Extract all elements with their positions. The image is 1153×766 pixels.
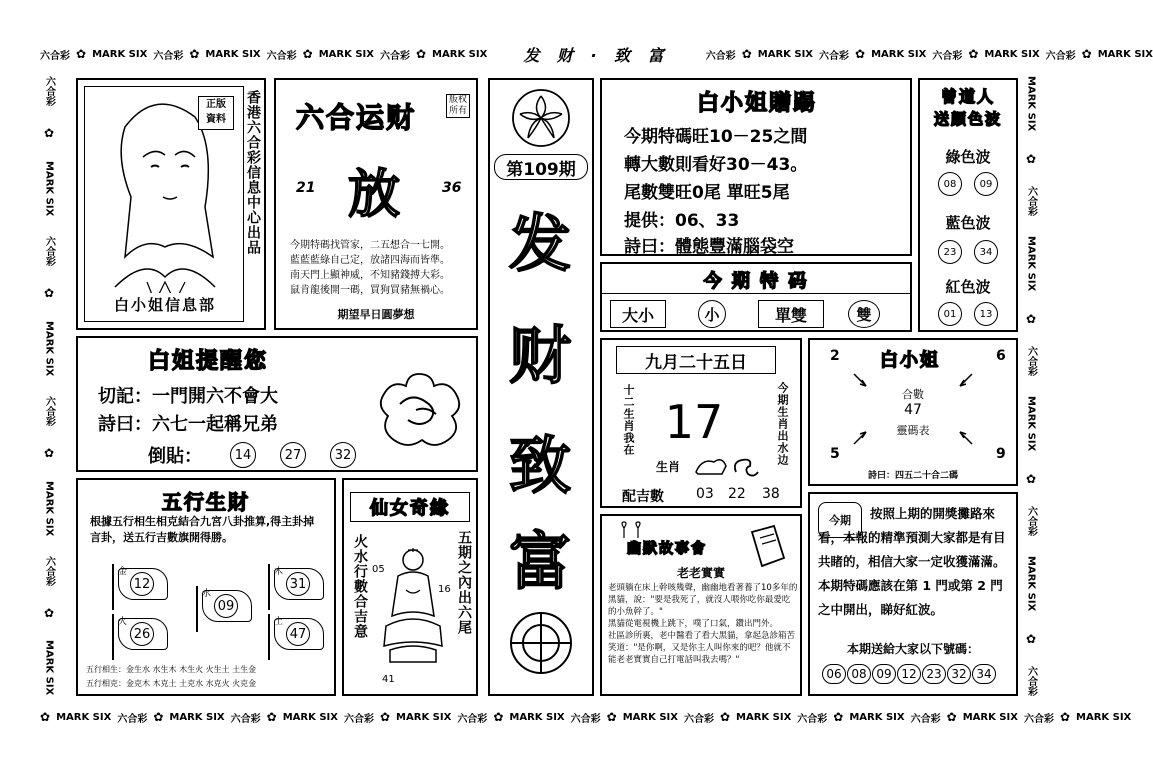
brand-cn: 六合彩 [570,713,601,725]
flag-number: 26 [130,622,154,646]
fairy-num: 05 [372,564,385,575]
brand-en: MARK SIX [1025,76,1037,132]
zodiac-label: 生肖 [656,460,681,474]
five-elements-panel [76,478,336,696]
flower-icon: ✿ [43,126,55,141]
reminder-panel [76,336,478,472]
right-brand-strip [1020,66,1042,706]
dragon-flower-icon [372,370,466,450]
brand-cn: 六合彩 [1045,50,1076,62]
bai-corner: 5 [830,446,840,462]
story-subtitle: 老老實實 [676,566,725,580]
flower-icon: ✿ [40,710,51,724]
bottom-brand-strip [40,706,1132,728]
white-lady-line: 詩曰：體態豐滿腦袋空 [624,237,794,257]
photo-panel [76,78,266,330]
brand-en: MARK SIX [432,48,488,60]
brand-cn: 六合彩 [457,713,488,725]
flag-item [268,614,328,660]
bai-poem: 詩曰：四五二十合二碼 [867,471,958,481]
color-wave-panel [918,78,1018,332]
green-num: 08 [938,172,962,196]
info-center-vertical: 香港六合彩信息中心出品 [245,90,261,255]
fortune-footer: 期望早日圓夢想 [337,308,415,321]
brand-en: MARK SIX [56,711,112,723]
brand-en: MARK SIX [1025,396,1037,452]
middle-column [488,78,594,696]
back-number: 14 [230,442,256,468]
fairy-title: 仙女奇緣 [350,492,470,522]
brand-en: MARK SIX [318,48,374,60]
green-wave-label: 綠色波 [945,148,991,166]
result-badge: 今期 [818,502,862,538]
flower-icon: ✿ [153,710,164,724]
brand-en: MARK SIX [43,160,55,216]
brand-cn: 六合彩 [266,50,297,62]
poem-line: 藍藍藍綠自己定，放諸四海而皆準。 [290,255,450,266]
send-number: 09 [872,664,896,684]
brand-cn: 六合彩 [1025,345,1037,376]
goddess-icon [378,546,448,666]
flower-icon: ✿ [946,710,957,724]
match-number: 38 [762,486,780,502]
brand-cn: 六合彩 [910,713,941,725]
bai-sub3: 靈碼表 [896,424,930,437]
header-center-title: 发 财 · 致 富 [523,45,670,65]
fortune-panel [274,78,478,330]
match-label: 配吉數 [622,489,664,505]
big-char-fa: 发 [508,206,573,280]
brand-en: MARK SIX [43,320,55,376]
brand-en: MARK SIX [43,640,55,696]
flower-icon: ✿ [43,446,55,461]
white-lady-line: 轉大數則看好30－43。 [624,155,808,175]
brand-en: MARK SIX [92,48,148,60]
flower-icon: ✿ [968,47,979,61]
bai-sub1: 合數 [902,388,924,401]
flower-icon: ✿ [493,710,504,724]
bai-corner: 6 [996,348,1006,364]
flag-tag: 金 [118,567,128,577]
flower-icon: ✿ [266,710,277,724]
send-number: 06 [822,664,846,684]
flag-number: 31 [286,572,310,596]
brand-cn: 六合彩 [153,50,184,62]
flag-item [268,564,328,610]
brand-en: MARK SIX [622,711,678,723]
brand-en: MARK SIX [962,711,1018,723]
gen-line: 五行相生：金生水 水生木 木生火 火生土 土生金 [86,665,257,674]
send-number: 32 [947,664,971,684]
brand-cn: 六合彩 [379,50,410,62]
bai-corner: 9 [996,446,1006,462]
brand-en: MARK SIX [509,711,565,723]
brand-en: MARK SIX [1097,48,1153,60]
brand-en: MARK SIX [871,48,927,60]
white-lady-line: 提供：06、33 [624,211,740,231]
fortune-poem [290,238,470,298]
send-number: 08 [847,664,871,684]
brand-cn: 六合彩 [1025,505,1037,536]
brand-cn: 六合彩 [343,713,374,725]
fortune-num-right: 36 [442,180,462,196]
red-num: 13 [974,302,998,326]
big-char-zhi: 致 [508,428,573,502]
brand-cn: 六合彩 [1023,713,1054,725]
brand-en: MARK SIX [1025,556,1037,612]
brand-cn: 六合彩 [117,713,148,725]
flower-icon: ✿ [1025,631,1037,646]
match-number: 03 [696,486,714,502]
zodiac-left-vertical: 十二生肖我在 [622,384,635,456]
flower-icon: ✿ [43,286,55,301]
official-badge [198,96,234,130]
flag-number: 47 [286,622,310,646]
brand-en: MARK SIX [757,48,814,60]
back-number: 27 [280,442,306,468]
brand-en: MARK SIX [736,711,792,723]
clash-line: 五行相克：金克木 木克土 土克水 水克火 火克金 [86,679,257,688]
send-number: 12 [897,664,921,684]
flower-icon: ✿ [1059,710,1071,724]
blue-num: 34 [974,240,998,264]
flag-item [112,614,172,660]
big-char-fu: 富 [508,524,573,598]
fairy-num: 41 [382,674,395,685]
brand-en: MARK SIX [205,48,261,60]
story-paragraph: 老頭躺在床上幹咳幾聲，幽幽地看著養了10多年的黑貓，說："要是我死了，就沒人喂你吃你最愛吃的小魚幹了。" [608,583,798,617]
send-label: 本期送給大家以下號碼： [846,642,979,656]
date-label: 九月二十五日 [616,346,776,374]
parity-label: 單雙 [758,300,824,328]
brand-cn: 六合彩 [932,50,963,62]
story-panel [600,514,802,696]
poem-line: 鼠肯龍後開一碼，買狗買豬無禍心。 [290,285,450,296]
brand-en: MARK SIX [984,48,1040,60]
poem-line: 南天門上顯神威，不知豬錢搏大彩。 [290,270,450,281]
special-code-title: 今 期 特 码 [602,266,910,294]
red-wave-label: 紅色波 [945,278,991,296]
reminder-line1: 切記：一門開六不會大 [98,386,278,407]
top-brand-strip [40,42,1153,66]
flag-number: 12 [130,572,154,596]
poem-line: 今期特碼找管家，二五想合一七開。 [290,240,450,251]
size-label: 大小 [610,300,666,328]
brand-cn: 六合彩 [683,713,714,725]
send-numbers [822,664,1010,684]
bai-title: 白小姐 [880,350,940,371]
fairy-num: 16 [438,584,451,595]
flower-icon: ✿ [302,47,313,61]
match-number: 22 [728,486,746,502]
fortune-num-left: 21 [296,180,316,196]
brand-cn: 六合彩 [43,556,55,587]
story-body [608,582,798,666]
fairy-right-vertical: 五期之內出六尾 [456,530,472,635]
brand-en: MARK SIX [849,711,905,723]
mark-six-logo-icon [506,608,576,678]
flower-icon: ✿ [76,47,87,61]
arrows-icon [810,354,1016,464]
book-icon [748,524,788,568]
flag-number: 09 [214,594,238,618]
copyright-stamp: 版权所有 [446,94,470,118]
zodiac-right-vertical: 今期生肖出水边 [776,382,789,466]
brand-cn: 六合彩 [797,713,828,725]
flower-icon: ✿ [741,47,752,61]
flag-tag: 木 [274,567,284,577]
brand-cn: 六合彩 [705,50,736,62]
brand-cn: 六合彩 [40,50,70,62]
flower-icon: ✿ [1025,151,1037,166]
back-number: 32 [330,442,356,468]
left-brand-strip [38,66,60,706]
big-number: 17 [664,395,724,449]
white-lady-panel [600,78,912,256]
flower-icon: ✿ [833,710,844,724]
brand-en: MARK SIX [282,711,338,723]
story-paragraph: 社區診所裏，老中醫看了看大黑貓，拿起急診箱苦笑道："是你啊，又是你主人叫你來的吧？他就不能老老實實自己打電話叫我去嗎？" [608,631,796,665]
color-wave-title1: 曾道人 [940,87,995,106]
flower-icon: ✿ [855,47,866,61]
flag-tag: 土 [274,617,284,627]
back-label: 倒貼： [148,446,202,467]
flower-icon: ✿ [1025,311,1037,326]
brand-en: MARK SIX [396,711,452,723]
result-panel [808,492,1018,696]
five-elements-title: 五行生財 [162,490,250,514]
flower-icon: ✿ [415,47,427,61]
fortune-title: 六合运财 [296,101,417,134]
issue-number: 第109期 [494,154,588,180]
fairy-panel [342,478,478,696]
story-title: 幽默故事會 [627,541,707,557]
tiger-snake-icon [692,452,762,480]
reminder-line2: 詩曰：六七一起稱兄弟 [98,414,278,435]
story-paragraph: 黑貓從電視機上跳下，噗了口氣，鑽出門外。 [608,619,779,629]
bai-corner: 2 [830,348,840,364]
flower-icon: ✿ [1081,47,1092,61]
send-number: 23 [922,664,946,684]
brand-cn: 六合彩 [230,713,261,725]
blue-num: 23 [938,240,962,264]
date-panel [600,338,802,508]
big-char-cai: 财 [508,318,573,392]
result-text: 按照上期的開獎攤路來看，本報的精準預測大家都是有目共睹的，相信大家一定收獲滿滿。本期特碼應該在第 1 門或第 2 門之中開出，睇好紅波。 [818,506,1006,617]
red-num: 01 [938,302,962,326]
badge-line2: 資料 [206,114,226,125]
brand-cn: 六合彩 [1025,185,1037,216]
white-lady-line: 尾數雙旺0尾 單旺5尾 [624,183,790,203]
bauhinia-emblem-icon [506,86,576,150]
flag-item [196,586,256,632]
green-num: 09 [974,172,998,196]
color-wave-title2: 送顏色波 [933,110,1002,128]
fairy-left-vertical: 火水行數合吉意 [352,534,368,639]
brand-cn: 六合彩 [43,236,55,267]
bai-panel [808,338,1018,486]
brand-cn: 六合彩 [819,50,850,62]
brand-cn: 六合彩 [43,396,55,427]
white-lady-line: 今期特碼旺10－25之間 [624,127,808,147]
flag-item [112,564,172,610]
flower-icon: ✿ [43,606,55,621]
brand-cn: 六合彩 [43,76,55,107]
blue-wave-label: 藍色波 [945,214,991,232]
fortune-big-char: 放 [347,164,402,225]
brand-en: MARK SIX [1076,711,1132,723]
flower-icon: ✿ [1025,471,1037,486]
brand-en: MARK SIX [43,480,55,536]
brand-cn: 六合彩 [1025,665,1037,696]
five-elements-desc: 根據五行相生相克結合九宮八卦推算,得主卦掉言卦，送五行吉數旗開得勝。 [90,515,315,544]
flower-icon: ✿ [606,710,617,724]
flag-tag: 火 [118,617,128,627]
flower-icon: ✿ [719,710,731,724]
bai-sub2: 47 [904,402,922,418]
reminder-title: 白姐提醒您 [148,349,269,374]
brand-en: MARK SIX [169,711,225,723]
special-code-panel [600,262,912,332]
badge-line1: 正版 [206,99,226,110]
photo-caption: 白小姐信息部 [95,293,235,315]
size-value: 小 [698,300,726,328]
flower-icon: ✿ [189,47,200,61]
brand-en: MARK SIX [1025,236,1037,292]
flag-tag: 水 [202,589,212,599]
parity-value: 雙 [848,300,880,328]
send-number: 34 [972,664,996,684]
white-lady-title: 白小姐贈踢 [696,90,817,116]
flower-icon: ✿ [379,710,391,724]
